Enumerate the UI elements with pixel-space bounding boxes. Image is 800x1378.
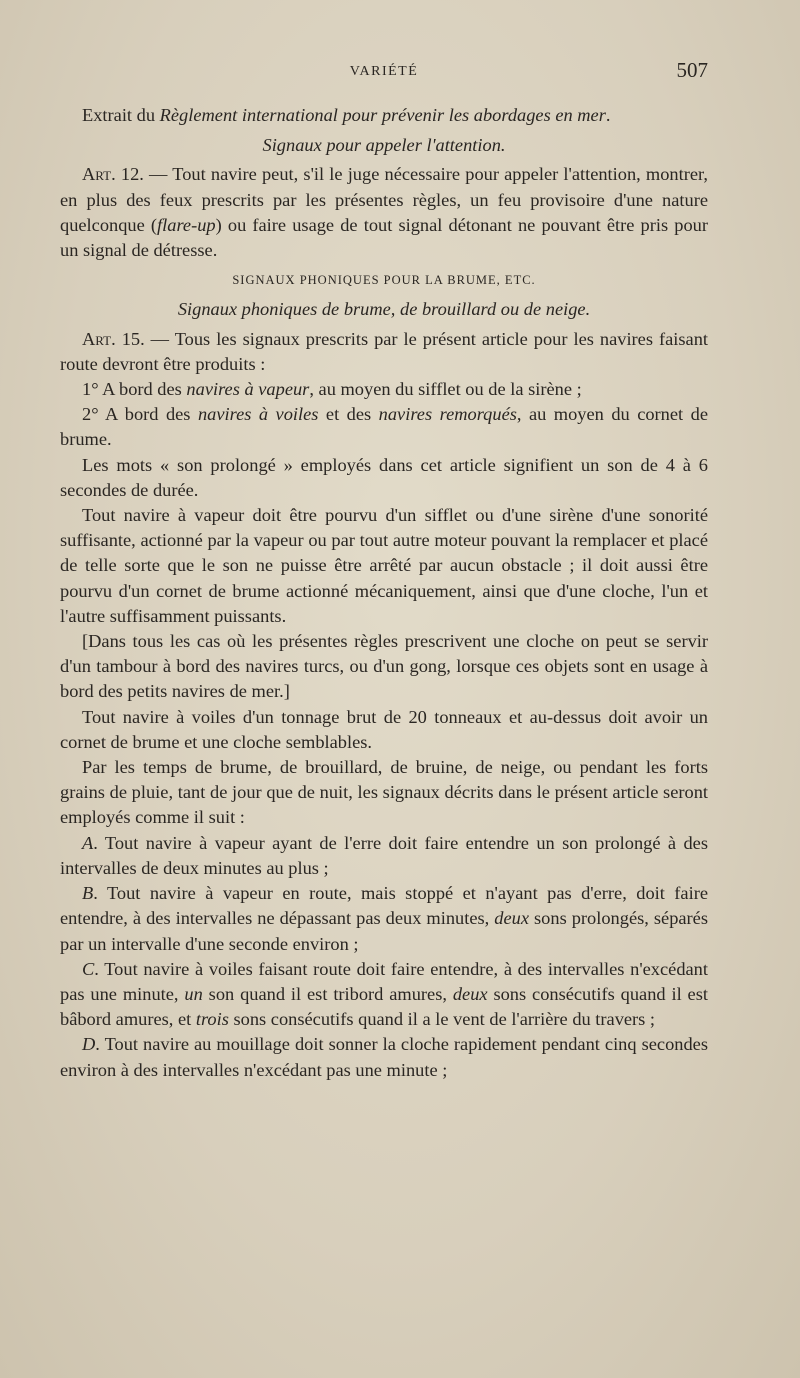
paragraph-sailing-equipment: Tout navire à voiles d'un tonnage brut de 20 tonneaux et au-dessus doit avoir un cornet de brume et une cloche semblables. (60, 706, 708, 752)
section-heading-caps: SIGNAUX PHONIQUES POUR LA BRUME, ETC. (232, 273, 536, 288)
page-number: 507 (676, 58, 708, 82)
section-heading-fog: Signaux phoniques de brume, de brouillard ou de neige. (177, 299, 591, 320)
paragraph-weather: Par les temps de brume, de brouillard, de bruine, de neige, ou pendant les forts grains de pluie, tant de jour que de nuit, les signaux décrits dans le présent article seront employés comme il suit : (60, 757, 708, 828)
art-number: 12. — (115, 164, 173, 185)
list-item-c: C. Tout navire à voiles faisant route doit faire entendre, à des intervalles n'excédant pas une minute, un son quand il est tribord amures, deux sons consécutifs quand il est bâbord amures, et trois sons consécutifs quand il a le vent de l'arrière du travers ; (60, 958, 708, 1030)
paragraph-bracketed-note: [Dans tous les cas où les présentes règles prescrivent une cloche on peut se servir d'un tambour à bord des navires turcs, ou d'un gong, lorsque ces objets sont en usage à bord des petits navires de mer.] (60, 631, 708, 702)
intro-paragraph (60, 103, 708, 128)
intro-post: . (605, 105, 611, 125)
list-item-2: 2° A bord des navires à voiles et des navires remorqués, au moyen du cornet de brume. (60, 404, 708, 450)
art-label: Art. (82, 164, 116, 185)
running-title: VARIÉTÉ (349, 64, 419, 79)
flare-up-term: flare-up (157, 214, 216, 235)
art-number: 15. — (115, 328, 175, 349)
paragraph-son-prolonge: Les mots « son prolongé » employés dans cet article signifient un son de 4 à 6 secondes de durée. (60, 454, 708, 500)
page-header (60, 58, 708, 88)
list-item-d: D. Tout navire au mouillage doit sonner la cloche rapidement pendant cinq secondes environ à des intervalles n'excédant pas une minute ; (60, 1034, 708, 1080)
body-text (60, 103, 708, 1083)
list-item-a: A. Tout navire à vapeur ayant de l'erre doit faire entendre un son prolongé à des intervalles de deux minutes au plus ; (60, 832, 708, 878)
regulation-title: Règlement international pour prévenir les abordages en mer (159, 105, 606, 125)
article-12: Art. 12. — Tout navire peut, s'il le juge nécessaire pour appeler l'attention, montrer, en plus des feux prescrits par les présentes règles, un feu provisoire d'une nature quelconque (flare-up) ou faire usage de tout signal détonant ne pouvant être pris pour un signal de détresse. (60, 164, 709, 261)
section-heading-attention: Signaux pour appeler l'attention. (262, 135, 506, 156)
intro-pre: Extrait du (82, 105, 160, 125)
list-item-b: B. Tout navire à vapeur en route, mais stoppé et n'ayant pas d'erre, doit faire entendre, à des intervalles ne dépassant pas deux minutes, deux sons prolongés, séparés par un intervalle d'une seconde environ ; (60, 883, 709, 954)
paragraph-steam-equipment: Tout navire à vapeur doit être pourvu d'un sifflet ou d'une sirène d'une sonorité suffisante, actionné par la vapeur ou par tout autre moteur pouvant la remplacer et placé de telle sorte que le son ne puisse être arrêté par aucun obstacle ; il doit aussi être pourvu d'un cornet de brume actionné mécaniquement, ainsi que d'une cloche, l'un et l'autre suffisamment puissants. (60, 505, 708, 626)
art-label: Art. (82, 328, 116, 349)
list-item-1: 1° A bord des navires à vapeur, au moyen du sifflet ou de la sirène ; (82, 379, 582, 400)
article-15: Art. 15. — Tous les signaux prescrits par le présent article pour les navires faisant route devront être produits : (60, 328, 708, 374)
